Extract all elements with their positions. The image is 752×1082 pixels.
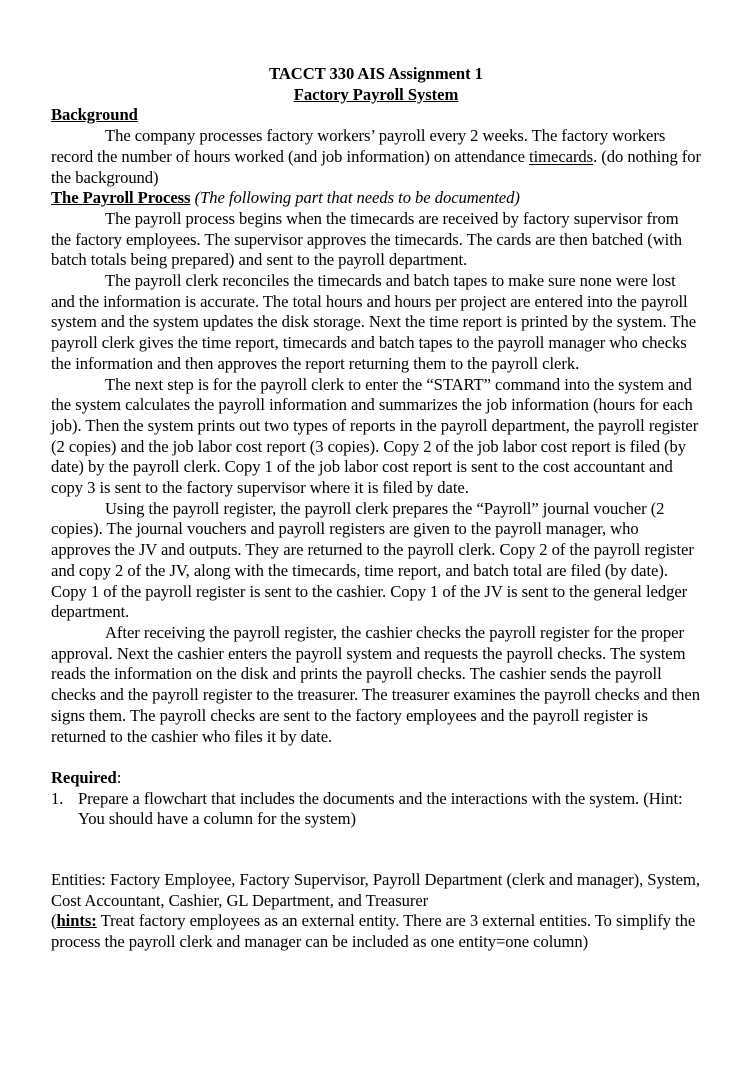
required-list	[51, 789, 701, 830]
entities-text: Entities: Factory Employee, Factory Supervisor, Payroll Department (clerk and manager), System, Cost Accountant, Cashier, GL Department, and Treasurer	[51, 870, 700, 910]
required-colon: :	[116, 767, 122, 787]
hints-paragraph	[51, 911, 701, 952]
document-title: TACCT 330 AIS Assignment 1	[269, 64, 483, 83]
process-paragraph: Using the payroll register, the payroll clerk prepares the “Payroll” journal voucher (2 copies). The journal vouchers and payroll registers are given to the payroll manager, who approves the JV and outputs. They are returned to the payroll clerk. Copy 2 of the payroll register and copy 2 of the JV, along with the timecards, time report, and batch total are filed (by date). Copy 1 of the payroll register is sent to the cashier. Copy 1 of the JV is sent to the general ledger department.	[51, 498, 694, 622]
hints-label: hints:	[56, 911, 97, 931]
hints-open-paren: (	[51, 911, 57, 931]
timecards-word: timecards	[529, 146, 594, 166]
process-note: (The following part that needs to be documented)	[190, 188, 520, 208]
background-text-2: . (do nothing for the background)	[51, 146, 702, 187]
required-item-text: Prepare a flowchart that includes the documents and the interactions with the system. (Hint: You should have a column for the system)	[78, 788, 683, 829]
background-heading: Background	[51, 105, 138, 125]
process-paragraph: After receiving the payroll register, the cashier checks the payroll register for the proper approval. Next the cashier enters the payroll system and requests the payroll checks. The system reads the information on the disk and prints the payroll checks. The cashier sends the payroll checks and the payroll register to the treasurer. The treasurer examines the payroll checks and then signs them. The payroll checks are sent to the factory employees and the payroll register is returned to the cashier who files it by date.	[51, 622, 700, 746]
background-paragraph	[51, 126, 701, 188]
process-paragraph: The next step is for the payroll clerk to enter the “START” command into the system and the system calculates the payroll information and summarizes the job information (hours for each job). Then the system prints out two types of reports in the payroll department, the payroll register (2 copies) and the job labor cost report (3 copies). Copy 2 of the job labor cost report is filed (by date) by the payroll clerk. Copy 1 of the job labor cost report is sent to the cost accountant and copy 3 is sent to the factory supervisor where it is filed by date.	[51, 374, 699, 498]
process-heading: The Payroll Process	[51, 188, 191, 208]
spacer	[51, 747, 701, 768]
required-item	[51, 789, 701, 830]
background-text-1: The company processes factory workers’ payroll every 2 weeks. The factory workers record the number of hours worked (and job information) on attendance	[51, 126, 666, 166]
process-paragraph: The payroll clerk reconciles the timecards and batch tapes to make sure none were lost and the information is accurate. The total hours and hours per project are entered into the payroll system and the system updates the disk storage. Next the time report is printed by the system. The payroll clerk gives the time report, timecards and batch tapes to the payroll manager who checks the information and then approves the report returning them to the payroll clerk.	[51, 271, 697, 373]
document-page	[51, 64, 701, 953]
process-heading-line	[51, 188, 701, 209]
hints-text: Treat factory employees as an external entity. There are 3 external entities. To simplify the process the payroll clerk and manager can be included as one entity=one column)	[51, 911, 696, 952]
process-paragraph: The payroll process begins when the timecards are received by factory supervisor from the factory employees. The supervisor approves the timecards. The cards are then batched (with batch totals being prepared) and sent to the payroll department.	[51, 208, 683, 270]
required-item-number: 1.	[51, 788, 64, 808]
spacer	[51, 830, 701, 870]
required-heading-line	[51, 768, 701, 789]
required-heading: Required	[51, 767, 117, 787]
document-subtitle: Factory Payroll System	[293, 84, 459, 104]
